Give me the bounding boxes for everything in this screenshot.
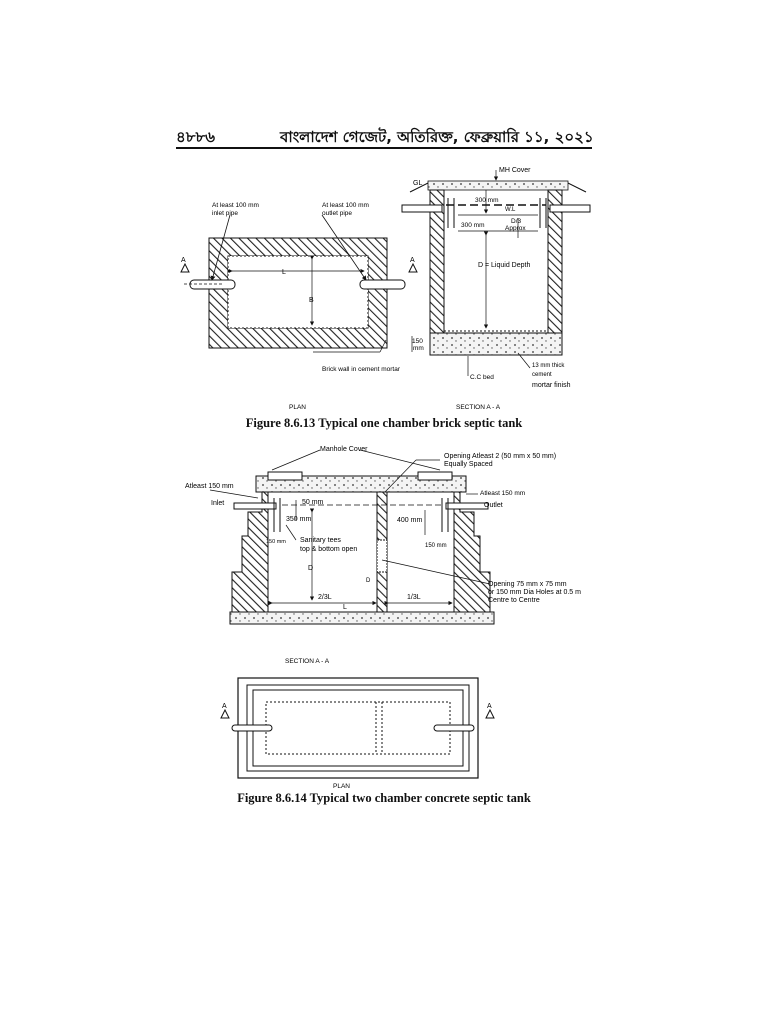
- section1-d3: D/3: [511, 218, 522, 225]
- section2-right-wall: [454, 492, 490, 612]
- figure2-caption: Figure 8.6.14 Typical two chamber concrete septic tank: [237, 791, 531, 805]
- plan2-section-mark-right: A: [487, 703, 492, 710]
- plan1-length-label: L: [282, 269, 286, 276]
- section1-300a: 300 mm: [475, 197, 499, 204]
- page-number: ৪৮৮৬: [176, 128, 215, 146]
- section1-finish-3: mortar finish: [532, 382, 571, 389]
- plan1-outlet-label-1: At least 100 mm: [322, 202, 369, 209]
- section2-tees-1: Sanitary tees: [300, 537, 341, 544]
- plan1-section-mark-right: A: [410, 257, 415, 264]
- section1-mm: mm: [413, 345, 424, 352]
- gazette-title: বাংলাদেশ গেজেট, অতিরিক্ত, ফেব্রুয়ারি ১১, ২০২১: [280, 128, 594, 146]
- section2-two-thirds: 2/3L: [318, 594, 332, 601]
- plan1-view-label: PLAN: [289, 404, 306, 411]
- section2-left-wall: [232, 492, 268, 612]
- section2-atleast-right: Atleast 150 mm: [480, 490, 526, 497]
- section1-cc-bed: C.C bed: [470, 374, 494, 381]
- section1-finish-1: 13 mm thick: [532, 363, 565, 369]
- section1-mh-cover: MH Cover: [499, 167, 531, 174]
- section2-atleast-left: Atleast 150 mm: [185, 483, 234, 490]
- section2-manhole-right: [418, 472, 452, 480]
- plan1-inlet-label-1: At least 100 mm: [212, 202, 259, 209]
- plan1-outlet-pipe: [360, 280, 405, 289]
- section2-outlet-pipe: [446, 503, 488, 509]
- figure2-section: [185, 446, 581, 665]
- section1-300b: 300 mm: [461, 222, 485, 229]
- section2-150-right: 150 mm: [425, 543, 447, 549]
- section2-manhole-cover: Manhole Cover: [320, 446, 368, 453]
- figure1-section: [402, 167, 590, 411]
- plan1-wall-note: Brick wall in cement mortar: [322, 366, 401, 373]
- plan2-view-label: PLAN: [333, 783, 350, 790]
- section1-view-label: SECTION A - A: [456, 404, 501, 411]
- section1-150: 150: [412, 338, 423, 345]
- section2-holes-3: Centre to Centre: [488, 597, 540, 604]
- section2-150-left: 150 mm: [266, 539, 286, 545]
- section2-manhole-left: [268, 472, 302, 480]
- section2-outlet: Outlet: [484, 502, 503, 509]
- plan1-breadth-label: B: [309, 297, 314, 304]
- plan1-inlet-pipe: [190, 280, 235, 289]
- section2-view-label: SECTION A - A: [285, 658, 330, 665]
- section2-d-mark: D: [366, 578, 371, 584]
- section2-400mm: 400 mm: [397, 517, 423, 524]
- plan1-section-mark-left: A: [181, 257, 186, 264]
- section2-base: [230, 612, 494, 624]
- section2-holes-2: or 150 mm Dia Holes at 0.5 m: [488, 589, 581, 596]
- section2-depth: D: [308, 565, 314, 572]
- section1-finish-2: cement: [532, 372, 552, 378]
- plan1-outlet-label-2: outlet pipe: [322, 210, 352, 217]
- section2-inlet: Inlet: [211, 500, 225, 507]
- section2-opening-1: Opening Atleast 2 (50 mm x 50 mm): [444, 453, 557, 460]
- section1-gl: GL: [413, 180, 423, 187]
- section2-tees-2: top & bottom open: [300, 546, 358, 553]
- section2-holes-1: Opening 75 mm x 75 mm: [488, 581, 567, 588]
- section2-opening-2: Equally Spaced: [444, 461, 493, 468]
- section1-approx: Approx: [505, 225, 526, 232]
- section1-liquid-depth: D = Liquid Depth: [478, 262, 531, 269]
- section2-350mm: 350 mm: [286, 516, 312, 523]
- figure1-caption: Figure 8.6.13 Typical one chamber brick septic tank: [245, 416, 523, 430]
- section2-50mm: 50 mm: [302, 499, 324, 506]
- plan2-section-mark-left: A: [222, 703, 227, 710]
- plan1-inlet-label-2: inlet pipe: [212, 210, 239, 217]
- figure2-plan: [221, 678, 494, 790]
- figure1-plan: [181, 202, 417, 411]
- section1-wl: W.L: [505, 207, 516, 213]
- section2-length: L: [343, 604, 347, 611]
- section2-one-third: 1/3L: [407, 594, 421, 601]
- section2-inlet-pipe: [234, 503, 276, 509]
- plan1-chamber: [228, 256, 368, 328]
- section1-base: [430, 333, 562, 355]
